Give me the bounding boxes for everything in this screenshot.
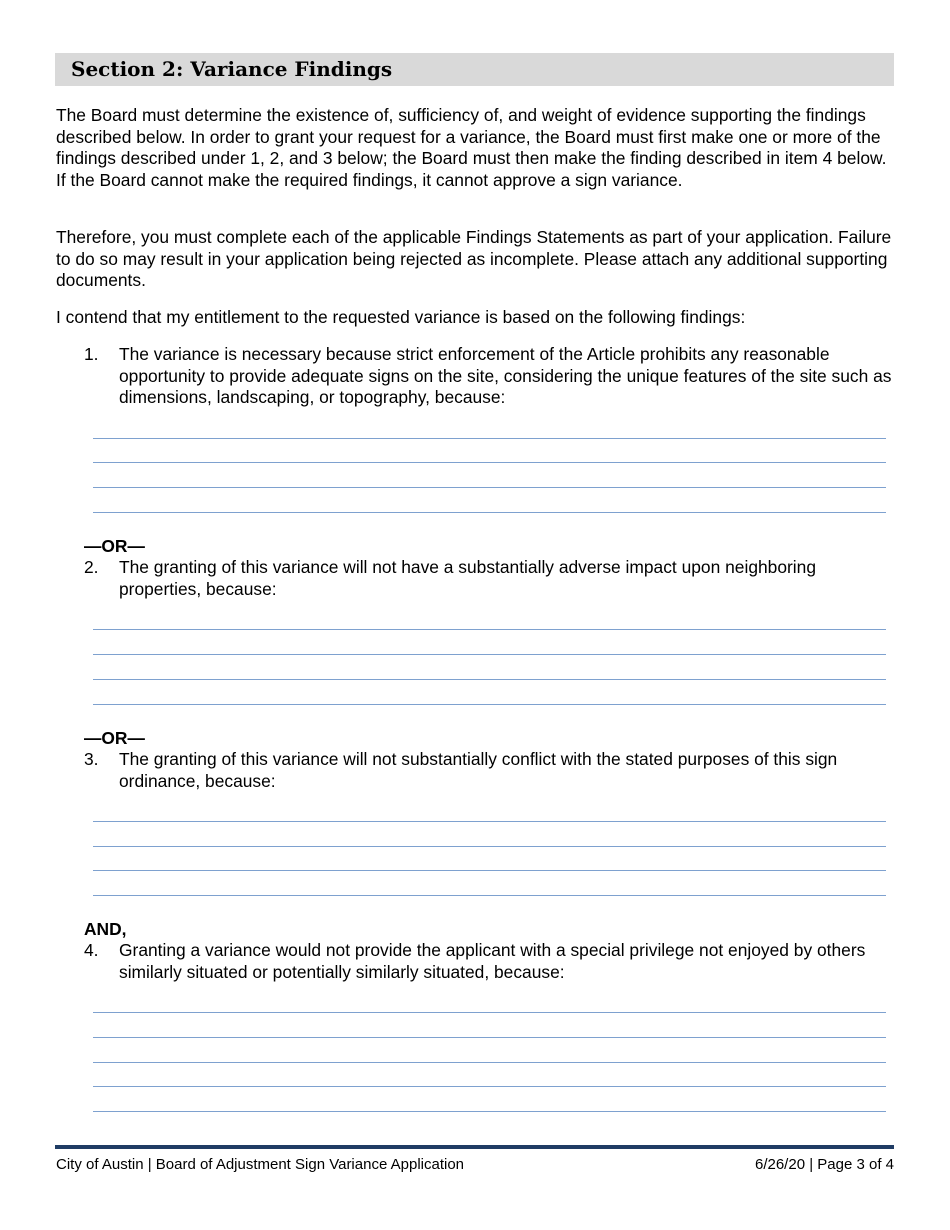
instruction-paragraph: Therefore, you must complete each of the applicable Findings Statements as part of your application. Failure to do so may result in your application being rejected as incomplete. Please attach any additional supporting documents. xyxy=(56,227,892,290)
finding-text: Granting a variance would not provide the applicant with a special privilege not enjoyed by others similarly situated or potentially similarly situated, because: xyxy=(119,940,866,982)
finding-2-answer-line[interactable] xyxy=(93,654,886,655)
contention-paragraph: I contend that my entitlement to the requested variance is based on the following findings: xyxy=(56,307,746,327)
finding-3-answer-line[interactable] xyxy=(93,821,886,822)
section-title: Section 2: Variance Findings xyxy=(55,53,894,86)
finding-3-answer-line[interactable] xyxy=(93,895,886,896)
finding-4-answer-line[interactable] xyxy=(93,1037,886,1038)
finding-2-answer-line[interactable] xyxy=(93,629,886,630)
intro-paragraph: The Board must determine the existence of, sufficiency of, and weight of evidence supporting the findings described below. In order to grant your request for a variance, the Board must first make one or more of the findings described under 1, 2, and 3 below; the Board must then make the finding described in item 4 below. If the Board cannot make the required findings, it cannot approve a sign variance. xyxy=(56,105,887,190)
finding-3-answer-line[interactable] xyxy=(93,870,886,871)
finding-1-answer-line[interactable] xyxy=(93,487,886,488)
finding-1-answer-line[interactable] xyxy=(93,438,886,439)
finding-2-answer-line[interactable] xyxy=(93,679,886,680)
footer-divider xyxy=(55,1145,894,1149)
finding-1-answer-line[interactable] xyxy=(93,462,886,463)
finding-4-answer-line[interactable] xyxy=(93,1062,886,1063)
finding-1-answer-line[interactable] xyxy=(93,512,886,513)
or-connector: —OR— xyxy=(84,728,145,748)
footer-document-title: City of Austin | Board of Adjustment Sign Variance Application xyxy=(56,1156,465,1173)
finding-text: The granting of this variance will not have a substantially adverse impact upon neighboring properties, because: xyxy=(119,557,817,599)
finding-4-answer-line[interactable] xyxy=(93,1111,886,1112)
finding-2-answer-line[interactable] xyxy=(93,704,886,705)
finding-4-answer-line[interactable] xyxy=(93,1012,886,1013)
finding-number: 1. xyxy=(84,344,99,364)
finding-4-answer-line[interactable] xyxy=(93,1086,886,1087)
finding-number: 4. xyxy=(84,940,99,960)
or-connector: —OR— xyxy=(84,536,145,556)
footer-date-page: 6/26/20 | Page 3 of 4 xyxy=(754,1156,894,1173)
finding-3-answer-line[interactable] xyxy=(93,846,886,847)
and-connector: AND, xyxy=(84,919,127,939)
finding-text: The variance is necessary because strict enforcement of the Article prohibits any reasonable opportunity to provide adequate signs on the site, considering the unique features of the site such as dimensions, landscaping, or topography, because: xyxy=(119,344,892,407)
finding-text: The granting of this variance will not substantially conflict with the stated purposes of this sign ordinance, because: xyxy=(119,749,838,791)
finding-number: 2. xyxy=(84,557,99,577)
finding-number: 3. xyxy=(84,749,99,769)
